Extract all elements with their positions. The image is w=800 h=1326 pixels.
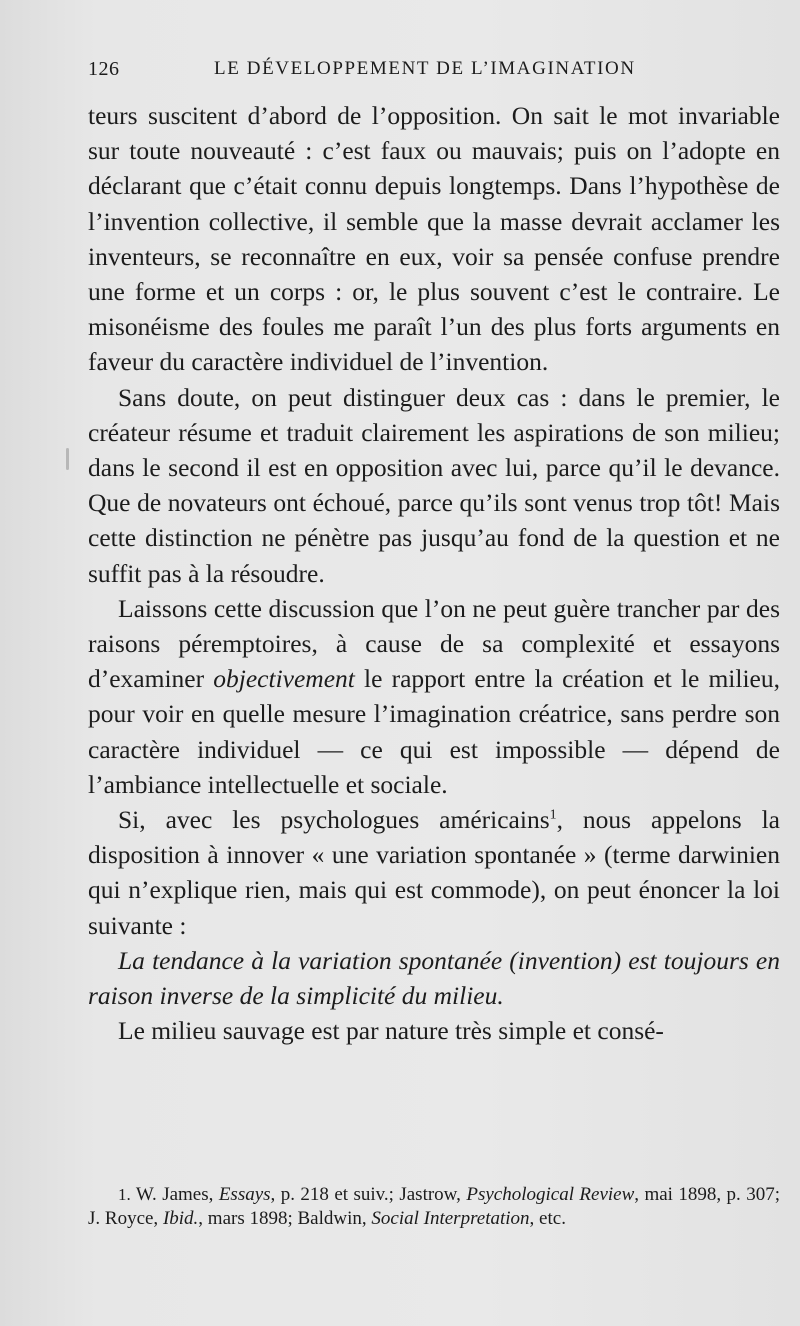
footnote-text: W. James, bbox=[130, 1184, 219, 1205]
law-statement: La tendance à la variation spontanée (invention) est toujours en raison inverse de la simplicité du milieu. bbox=[88, 945, 780, 1011]
paragraph-4-text-b: , nous appelons la disposition à innover « une variation spontanée » (terme darwinien qui n’explique rien, mais qui est commode), on peut énoncer la loi suivante : bbox=[88, 805, 780, 940]
footnote-reference: 1 bbox=[549, 807, 557, 823]
footnote-text: , etc. bbox=[529, 1208, 566, 1229]
paragraph-3-italic: objectivement bbox=[213, 664, 355, 694]
footnote-italic-ibid: Ibid. bbox=[162, 1208, 199, 1229]
footnotes bbox=[88, 1183, 780, 1231]
footnote-1 bbox=[88, 1183, 780, 1231]
paragraph-3-text-b: le rapport entre la création et le milieu, pour voir en quelle mesure l’imagination créatrice, sans perdre son caractère individuel — ce qui est impossible — dépend de l’ambiance intellectuelle et sociale. bbox=[88, 664, 780, 799]
footnote-text: , mars 1898; Baldwin, bbox=[198, 1208, 372, 1229]
footnote-italic-social: Social Interpretation bbox=[371, 1208, 530, 1229]
page-header bbox=[88, 58, 778, 88]
paragraph-6: Le milieu sauvage est par nature très simple et consé- bbox=[118, 1016, 664, 1046]
footnote-text: , mai 1898, p. 307; J. Royce, bbox=[88, 1184, 780, 1229]
paragraph-2: Sans doute, on peut distinguer deux cas : dans le premier, le créateur résume et traduit clairement les aspirations de son milieu; dans le second il est en opposition avec lui, parce qu’il le devance. Que de novateurs ont échoué, parce qu’ils sont venus trop tôt! Mais cette distinction ne pénètre pas jusqu’au fond de la question et ne suffit pas à la résoudre. bbox=[88, 382, 780, 588]
footnote-marker: 1. bbox=[118, 1185, 131, 1204]
paragraph-3 bbox=[88, 591, 780, 802]
paragraph-4-text-a: Si, avec les psychologues américains bbox=[118, 805, 550, 835]
page-blemish bbox=[66, 448, 69, 470]
paragraph-1: teurs suscitent d’abord de l’opposition. On sait le mot invariable sur toute nouveauté : c’est faux ou mauvais; puis on l’adopte en déclarant que c’était connu depuis longtemps. Dans l’hypothèse de l’invention collective, il semble que la masse devrait acclamer les inventeurs, se reconnaître en eux, voir sa pensée confuse prendre une forme et un corps : or, le plus souvent c’est le contraire. Le misonéisme des foules me paraît l’un des plus forts arguments en faveur du caractère individuel de l’invention. bbox=[88, 101, 780, 377]
paragraph-4 bbox=[88, 802, 780, 943]
footnote-italic-review: Psychological Review bbox=[466, 1184, 635, 1205]
paragraph-3-text-a: Laissons cette discussion que l’on ne peut guère trancher par des raisons péremptoires, à cause de sa complexité et essayons d’examiner bbox=[88, 593, 780, 694]
footnote-text: , p. 218 et suiv.; Jastrow, bbox=[270, 1184, 467, 1205]
page-number: 126 bbox=[88, 58, 120, 80]
running-title: LE DÉVELOPPEMENT DE L’IMAGINATION bbox=[214, 58, 636, 79]
footnote-italic-essays: Essays bbox=[218, 1184, 271, 1205]
body-text bbox=[88, 98, 780, 1048]
